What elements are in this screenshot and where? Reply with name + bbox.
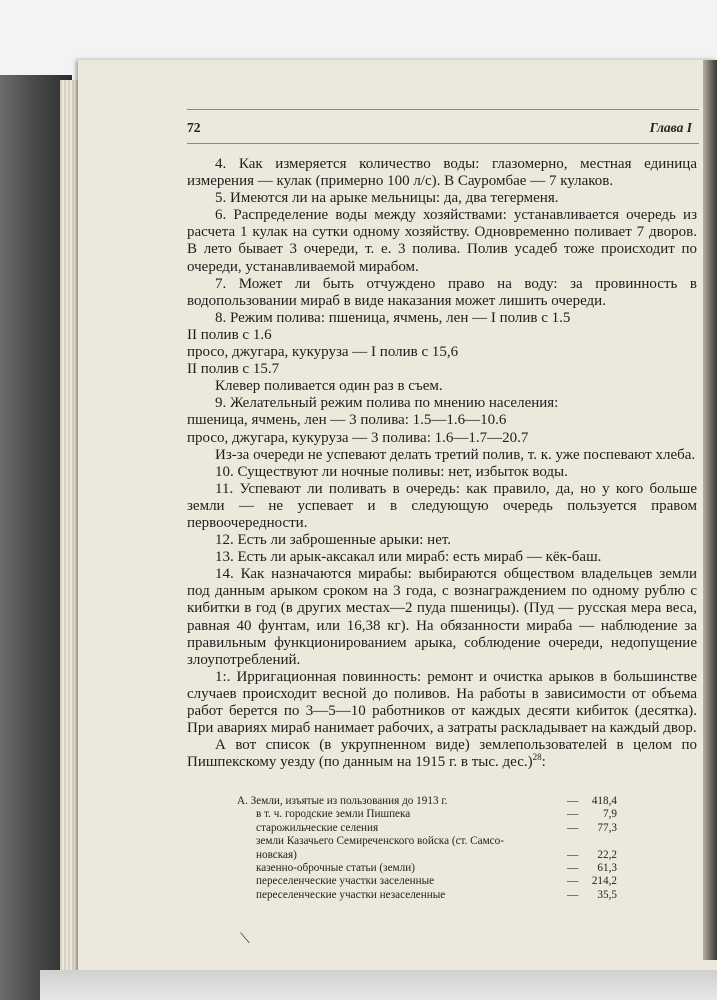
row-value: 77,3 [597, 821, 617, 834]
row-value: 7,9 [603, 808, 617, 821]
paragraph: 10. Существуют ли ночные поливы: нет, избыток воды. [215, 463, 568, 480]
paragraph: Клевер поливается один раз в съем. [215, 378, 443, 395]
paragraph: 1:. Ирригационная повинность: ремонт и очистка арыков в большинстве случаев происходит весной до поливов. На работы в зависимости от объема работ берется по 3—5—10 работников от каждых десяти кибиток (десятка). При авариях мираб нанимает рабочих, а затраты раскладывает на каждый двор. [187, 668, 697, 737]
paragraph [187, 737, 697, 771]
schedule-line: просо, джугара, кукуруза — I полив с 15,6 [187, 344, 459, 361]
paragraph: 14. Как назначаются мирабы: выбираются обществом владельцев земли под данным арыком сроком на 3 года, с вознаграждением по одному рублю с кибитки в год (в других местах—2 пуда пшеницы). (Пуд — русская мера веса, равная 40 фунтам, или 16,38 кг). На обязанности мираба — наблюдение за правильным функционированием арыка, соблюдение очереди, недопущение злоупотреблений. [187, 566, 697, 668]
table-row [237, 849, 617, 862]
row-dash: — [567, 795, 579, 807]
row-label: новская) [256, 848, 297, 861]
footnote-ref: 28 [532, 752, 542, 763]
row-label: старожильческие селения [256, 821, 379, 834]
paragraph: просо, джугара, кукуруза — 3 полива: 1.6—1.7—20.7 [187, 429, 529, 446]
paragraph: 12. Есть ли заброшенные арыки: нет. [215, 532, 452, 549]
paragraph: 13. Есть ли арык-аксакал или мираб: есть мираб — кёк-баш. [215, 549, 602, 566]
table-row [237, 808, 617, 821]
table-row [237, 862, 617, 875]
paragraph: 4. Как измеряется количество воды: глазомерно, местная единица измерения — кулак (примерно 100 л/с). В Сауромбае — 7 кулаков. [187, 156, 697, 190]
row-label: в т. ч. городские земли Пишпека [256, 808, 411, 821]
schedule-line: II полив с 1.6 [187, 326, 272, 343]
paragraph: Из-за очереди не успевают делать третий полив, т. к. уже поспевают хлеба. [215, 446, 696, 463]
paragraph: 8. Режим полива: пшеница, ячмень, лен — I полив с 1.5 [215, 309, 571, 326]
book-spine-shadow [703, 60, 717, 960]
header-rule-bottom [187, 143, 699, 144]
row-dash: — [567, 888, 579, 901]
photo-background-bottom [40, 970, 717, 1000]
paragraph-text: А вот список (в укрупненном виде) землепользователей в целом по Пишпекскому уезду (по данным на 1915 г. в тыс. дес.) [187, 737, 697, 771]
table-row [237, 875, 617, 888]
row-value: 22,2 [597, 848, 617, 861]
table-row [237, 889, 617, 902]
row-label: переселенческие участки незаселенные [256, 888, 446, 901]
row-label: земли Казачьего Семиреченского войска (ст. Самсо- [256, 835, 504, 848]
table-row [237, 835, 617, 848]
header-rule-top [187, 109, 699, 110]
row-value: 61,3 [597, 862, 617, 875]
row-dash: — [567, 808, 579, 821]
row-value: 35,5 [597, 888, 617, 901]
row-label: казенно-оброчные статьи (земли) [256, 862, 415, 875]
paragraph: 5. Имеются ли на арыке мельницы: да, два тегерменя. [215, 190, 559, 207]
land-users-table [237, 795, 617, 902]
row-label: А. Земли, изъятые из пользования до 1913 г. [237, 795, 448, 807]
page-number: 72 [187, 120, 201, 135]
paragraph: 9. Желательный режим полива по мнению населения: [215, 395, 559, 412]
table-row [237, 795, 617, 808]
row-value: 418,4 [591, 795, 617, 807]
table-row [237, 822, 617, 835]
paragraph: 7. Может ли быть отчуждено право на воду: за провинность в водопользовании мираб в виде наказания может лишить очереди. [187, 275, 697, 309]
row-dash: — [567, 875, 579, 888]
paragraph: 11. Успевают ли поливать в очередь: как правило, да, но у кого больше земли — не успевает и в следующую очередь пользуется правом первоочередности. [187, 480, 697, 531]
paragraph: пшеница, ячмень, лен — 3 полива: 1.5—1.6—10.6 [187, 412, 507, 429]
row-dash: — [567, 862, 579, 875]
row-label: переселенческие участки заселенные [256, 875, 435, 888]
chapter-title: Глава I [649, 120, 692, 135]
body-text [187, 156, 697, 771]
row-value: 214,2 [591, 875, 617, 888]
schedule-line: II полив с 15.7 [187, 361, 280, 378]
row-dash: — [567, 848, 579, 861]
ink-mark: ⟍ [240, 932, 250, 947]
paragraph-colon: : [541, 754, 546, 771]
paragraph: 6. Распределение воды между хозяйствами: устанавливается очередь из расчета 1 кулак на сутки одному хозяйству. Одновременно поливает 7 дворов. В лето бывает 3 очереди, т. е. 3 полива. Полив усадеб тоже происходит по очереди, устанавливаемой мирабом. [187, 207, 697, 275]
row-dash: — [567, 821, 579, 834]
